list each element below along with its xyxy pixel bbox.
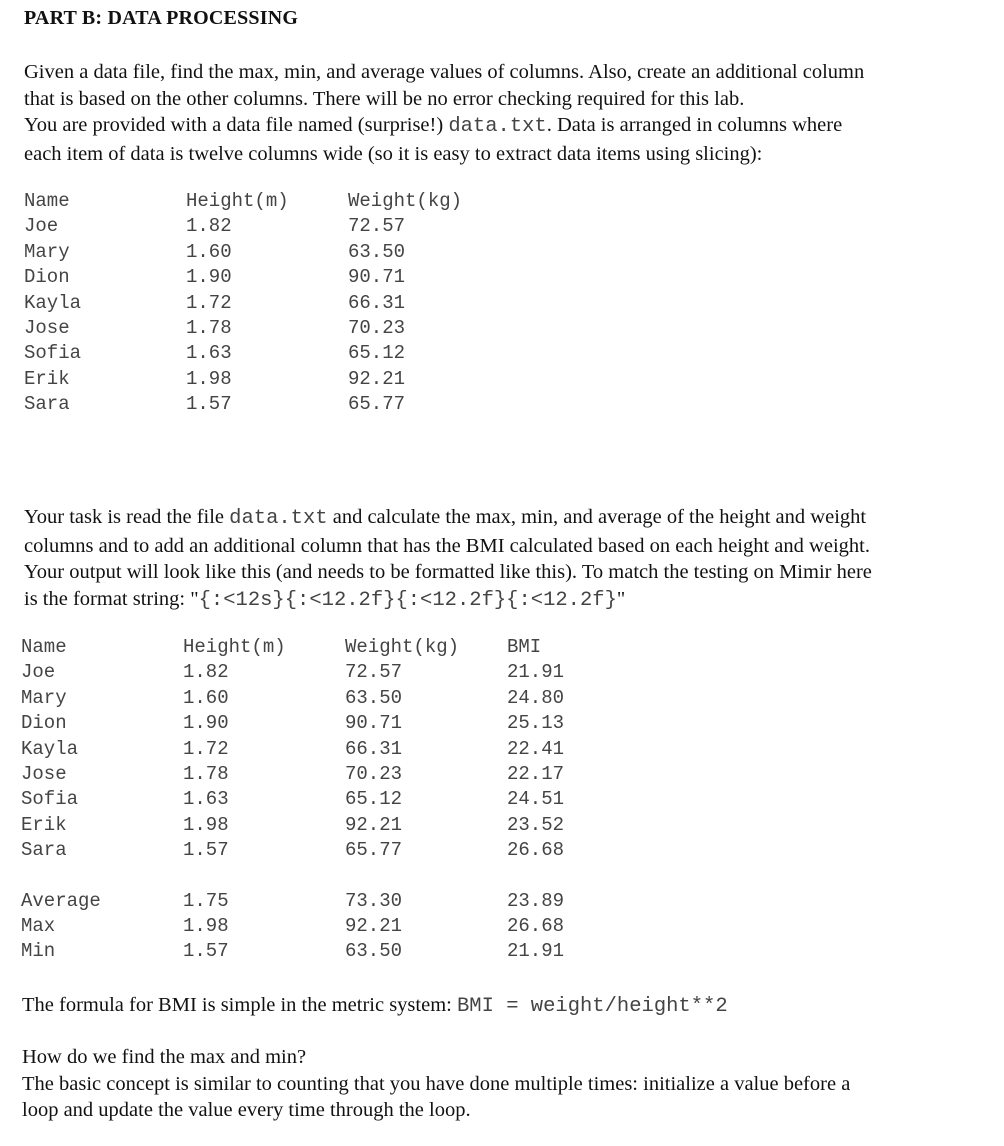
table-row bbox=[24, 265, 524, 290]
table-row bbox=[21, 813, 621, 838]
summary-row bbox=[21, 914, 621, 939]
table-cell: 70.23 bbox=[345, 762, 403, 785]
table-cell: Jose bbox=[24, 316, 70, 339]
filename-code: data.txt bbox=[229, 507, 328, 530]
table-cell: 63.50 bbox=[345, 686, 403, 709]
task-text: " bbox=[616, 587, 626, 610]
table-cell: Kayla bbox=[24, 291, 82, 314]
table-cell: 65.77 bbox=[345, 839, 403, 862]
column-header: Height(m) bbox=[183, 636, 286, 658]
table-header-row bbox=[24, 189, 524, 214]
table-cell: 1.63 bbox=[183, 788, 229, 811]
table-cell: Erik bbox=[24, 367, 70, 390]
table-cell: Joe bbox=[21, 661, 56, 684]
table-row bbox=[24, 240, 524, 265]
table-cell: Kayla bbox=[21, 737, 79, 760]
intro-text: You are provided with a data file named (surprise!) bbox=[24, 114, 449, 136]
table-cell: 70.23 bbox=[348, 316, 406, 339]
summary-cell: Min bbox=[21, 940, 56, 963]
table-cell: 92.21 bbox=[348, 367, 406, 390]
task-text: is the format string: " bbox=[24, 587, 199, 610]
table-cell: 65.12 bbox=[345, 788, 403, 811]
intro-line bbox=[24, 112, 864, 141]
table-row bbox=[21, 686, 621, 711]
format-string-code: {:<12s}{:<12.2f}{:<12.2f}{:<12.2f} bbox=[198, 588, 617, 612]
table-row bbox=[24, 367, 524, 392]
summary-cell: 63.50 bbox=[345, 940, 403, 963]
table-cell: Erik bbox=[21, 813, 67, 836]
intro-paragraph bbox=[24, 59, 864, 167]
formula-row bbox=[22, 992, 728, 1021]
table-cell: 1.60 bbox=[183, 686, 229, 709]
output-data-table bbox=[21, 635, 621, 965]
table-row bbox=[21, 711, 621, 736]
table-row bbox=[21, 660, 621, 685]
summary-row bbox=[21, 939, 621, 964]
table-cell: Sofia bbox=[21, 788, 79, 811]
table-row bbox=[24, 341, 524, 366]
table-cell: 92.21 bbox=[345, 813, 403, 836]
input-data-table bbox=[24, 189, 524, 418]
table-cell: 65.12 bbox=[348, 342, 406, 365]
table-cell: 1.63 bbox=[186, 342, 232, 365]
column-header: Weight(kg) bbox=[345, 636, 460, 658]
table-cell: 66.31 bbox=[348, 291, 406, 314]
table-cell: Joe bbox=[24, 215, 59, 238]
table-cell: Sara bbox=[21, 839, 67, 862]
table-cell: 25.13 bbox=[507, 712, 565, 735]
table-cell: 65.77 bbox=[348, 393, 406, 416]
table-cell: 66.31 bbox=[345, 737, 403, 760]
table-header-row bbox=[21, 635, 621, 660]
maxmin-line: How do we find the max and min? bbox=[22, 1046, 307, 1068]
table-cell: 1.90 bbox=[183, 712, 229, 735]
table-row bbox=[24, 214, 524, 239]
table-row bbox=[21, 787, 621, 812]
summary-cell: 1.57 bbox=[183, 940, 229, 963]
table-cell: 1.98 bbox=[186, 367, 232, 390]
task-line: columns and to add an additional column that has the BMI calculated based on each height and weight. bbox=[24, 534, 870, 557]
table-cell: 22.41 bbox=[507, 737, 565, 760]
table-row bbox=[21, 762, 621, 787]
summary-row bbox=[21, 889, 621, 914]
table-cell: 1.90 bbox=[186, 266, 232, 289]
table-row bbox=[21, 838, 621, 863]
table-cell: 24.80 bbox=[507, 686, 565, 709]
table-cell: 22.17 bbox=[507, 762, 565, 785]
table-cell: 72.57 bbox=[348, 215, 406, 238]
table-cell: 26.68 bbox=[507, 839, 565, 862]
table-cell: 1.57 bbox=[183, 839, 229, 862]
table-row bbox=[24, 392, 524, 417]
table-cell: 1.60 bbox=[186, 240, 232, 263]
intro-text: . Data is arranged in columns where bbox=[546, 114, 843, 136]
task-line bbox=[24, 586, 872, 615]
task-text: and calculate the max, min, and average of the height and weight bbox=[327, 506, 867, 528]
table-cell: 1.72 bbox=[186, 291, 232, 314]
table-cell: 90.71 bbox=[345, 712, 403, 735]
summary-cell: Max bbox=[21, 914, 56, 937]
table-cell: 23.52 bbox=[507, 813, 565, 836]
table-cell: 21.91 bbox=[507, 661, 565, 684]
column-header: Height(m) bbox=[186, 190, 289, 212]
table-cell: Dion bbox=[24, 266, 70, 289]
maxmin-paragraph bbox=[22, 1044, 850, 1124]
filename-code: data.txt bbox=[448, 115, 547, 138]
task-line bbox=[24, 504, 872, 533]
table-cell: Mary bbox=[21, 686, 67, 709]
task-line: Your output will look like this (and needs to be formatted like this). To match the testing on Mimir here bbox=[24, 561, 872, 583]
table-cell: 1.82 bbox=[186, 215, 232, 238]
table-cell: 24.51 bbox=[507, 788, 565, 811]
task-paragraph bbox=[24, 504, 872, 614]
table-cell: Sara bbox=[24, 393, 70, 416]
table-cell: 63.50 bbox=[348, 240, 406, 263]
column-header: BMI bbox=[507, 636, 542, 658]
intro-line: that is based on the other columns. There will be no error checking required for this lab. bbox=[24, 87, 745, 110]
maxmin-line: loop and update the value every time through the loop. bbox=[22, 1099, 471, 1121]
table-cell: 90.71 bbox=[348, 266, 406, 289]
table-cell: 1.78 bbox=[183, 762, 229, 785]
page-title: PART B: DATA PROCESSING bbox=[24, 7, 299, 29]
maxmin-line: The basic concept is similar to counting that you have done multiple times: initialize a value before a bbox=[22, 1072, 851, 1095]
summary-cell: Average bbox=[21, 889, 101, 912]
table-cell: Sofia bbox=[24, 342, 82, 365]
column-header: Weight(kg) bbox=[348, 190, 463, 212]
summary-cell: 1.98 bbox=[183, 914, 229, 937]
summary-cell: 26.68 bbox=[507, 914, 565, 937]
formula-code: BMI = weight/height**2 bbox=[456, 995, 728, 1018]
table-cell: 1.57 bbox=[186, 393, 232, 416]
summary-cell: 92.21 bbox=[345, 914, 403, 937]
table-cell: 1.82 bbox=[183, 661, 229, 684]
table-cell: 72.57 bbox=[345, 661, 403, 684]
intro-line: Given a data file, find the max, min, and average values of columns. Also, create an additional column bbox=[24, 61, 865, 83]
formula-text: The formula for BMI is simple in the metric system: bbox=[22, 994, 457, 1016]
summary-cell: 1.75 bbox=[183, 889, 229, 912]
column-header: Name bbox=[24, 190, 70, 212]
column-header: Name bbox=[21, 636, 67, 658]
table-cell: 1.72 bbox=[183, 737, 229, 760]
task-text: Your task is read the file bbox=[24, 506, 230, 528]
intro-line: each item of data is twelve columns wide (so it is easy to extract data items using slicing): bbox=[24, 142, 763, 165]
table-spacer bbox=[21, 864, 621, 889]
table-row bbox=[21, 737, 621, 762]
table-cell: Mary bbox=[24, 240, 70, 263]
table-cell: Dion bbox=[21, 712, 67, 735]
summary-cell: 73.30 bbox=[345, 889, 403, 912]
table-cell: 1.98 bbox=[183, 813, 229, 836]
table-cell: Jose bbox=[21, 762, 67, 785]
table-row bbox=[24, 316, 524, 341]
summary-cell: 21.91 bbox=[507, 940, 565, 963]
table-cell: 1.78 bbox=[186, 316, 232, 339]
formula-line bbox=[22, 992, 728, 1021]
summary-cell: 23.89 bbox=[507, 889, 565, 912]
table-row bbox=[24, 291, 524, 316]
